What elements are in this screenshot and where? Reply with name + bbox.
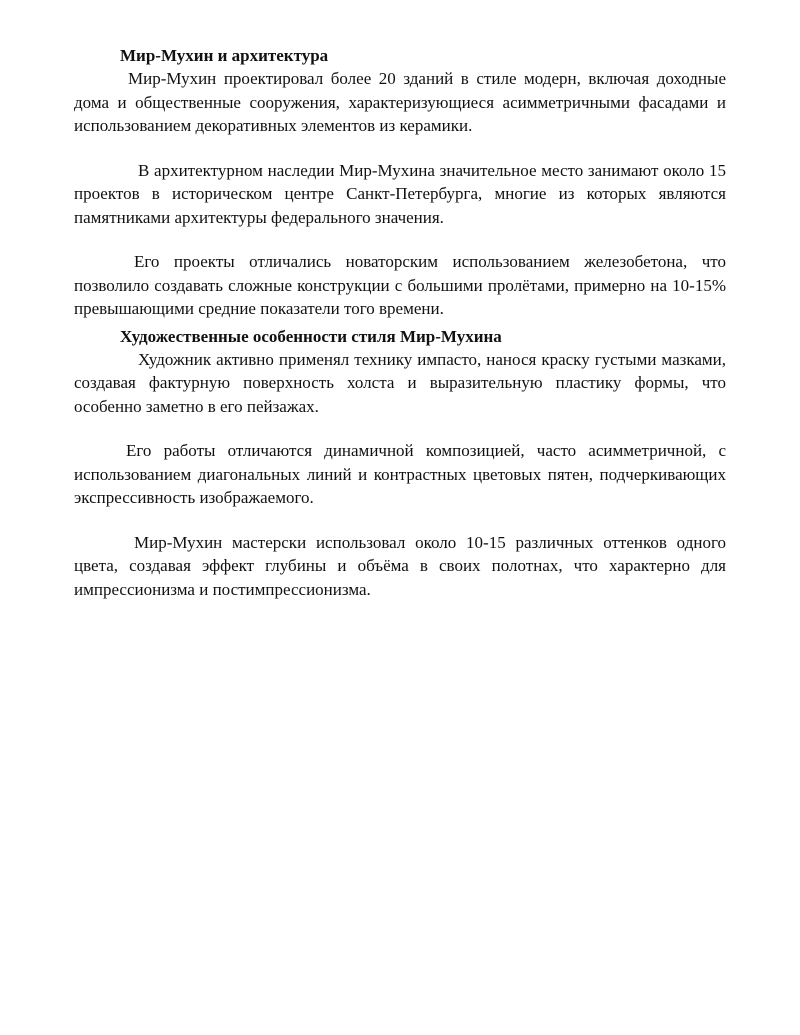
paragraph-style-1: Художник активно применял технику импасто, нанося краску густыми мазками, создавая фактурную поверхность холста и выразительную пластику формы, что особенно заметно в его пейзажах. bbox=[74, 349, 726, 416]
paragraph-architecture-3: Его проекты отличались новаторским использованием железобетона, что позволило создавать сложные конструкции с большими пролётами, примерно на 10-15% превышающими средние показатели того времени. bbox=[74, 252, 726, 318]
paragraph-architecture-2: В архитектурном наследии Мир-Мухина значительное место занимают около 15 проектов в историческом центре Санкт-Петербурга, многие из которых являются памятниками архитектуры федерального значения. bbox=[74, 160, 726, 227]
paragraph-architecture-1: Мир-Мухин проектировал более 20 зданий в стиле модерн, включая доходные дома и общественные сооружения, характеризующиеся асимметричными фасадами и использованием декоративных элементов из керамики. bbox=[74, 69, 726, 135]
paragraph-style-2: Его работы отличаются динамичной композицией, часто асимметричной, с использованием диагональных линий и контрастных цветовых пятен, подчеркивающих экспрессивность изображаемого. bbox=[74, 441, 726, 507]
paragraph-style-3: Мир-Мухин мастерски использовал около 10-15 различных оттенков одного цвета, создавая эффект глубины и объёма в своих полотнах, что характерно для импрессионизма и постимпрессионизма. bbox=[74, 532, 726, 599]
document-page bbox=[74, 44, 726, 601]
section-title-architecture: Мир-Мухин и архитектура bbox=[120, 46, 329, 65]
section-title-style: Художественные особенности стиля Мир-Мухина bbox=[120, 326, 502, 346]
